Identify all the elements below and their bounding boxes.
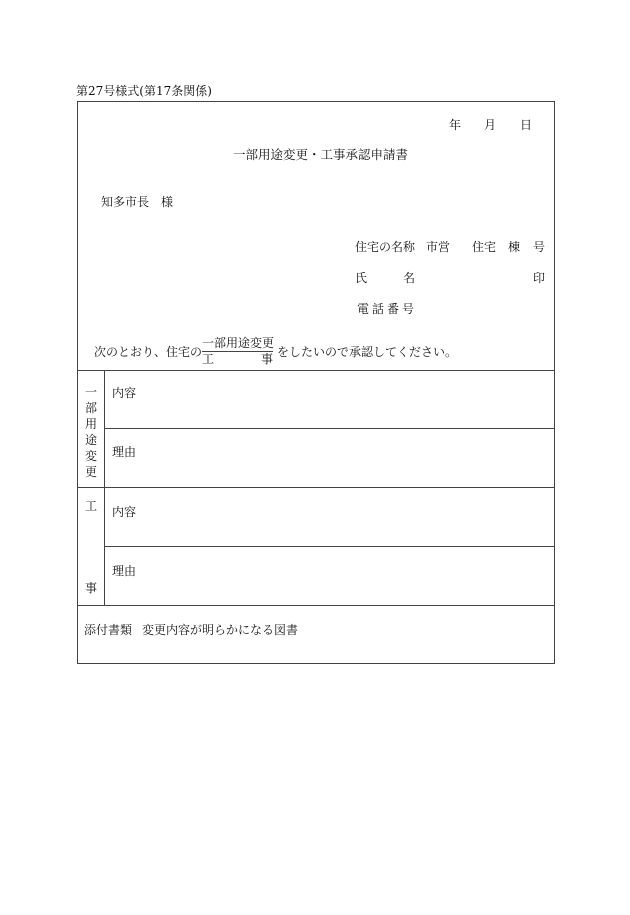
section-partial-change-reason-label: 理由 [112, 445, 137, 459]
divider-section-label-column [104, 370, 105, 605]
form-number-label: 第27号様式(第17条関係) [76, 84, 212, 98]
applicant-name-label-2: 名 [403, 271, 416, 285]
section-partial-change-char: 更 [85, 465, 98, 479]
request-option-partial-change: 一部用途変更 [202, 336, 275, 350]
section-partial-change-label [85, 386, 97, 478]
date-year-label: 年 [449, 118, 462, 132]
residence-house-label: 住宅 [472, 240, 497, 254]
application-form-frame [77, 101, 555, 664]
date-month-label: 月 [484, 118, 497, 132]
applicant-name-label-1: 氏 [355, 271, 368, 285]
section-partial-change-content-label: 内容 [112, 386, 137, 400]
seal-mark: 印 [533, 271, 546, 285]
section-partial-change-char: 用 [85, 417, 98, 431]
divider-attachments-top [77, 605, 555, 606]
form-title: 一部用途変更・工事承認申請書 [233, 147, 409, 162]
request-suffix: をしたいので承認してください。 [277, 345, 458, 359]
request-option-construction-2: 事 [261, 352, 274, 366]
section-partial-change-char: 部 [85, 401, 98, 415]
request-prefix: 次のとおり、住宅の [94, 345, 203, 359]
divider-header-bottom [77, 370, 555, 371]
section-construction-char-2: 事 [85, 581, 98, 595]
attachments-value: 変更内容が明らかになる図書 [142, 623, 299, 637]
section-construction-reason-label: 理由 [112, 564, 137, 578]
divider-section1-inner [104, 428, 555, 429]
request-option-construction-1: 工 [202, 352, 215, 366]
residence-number-label: 号 [533, 240, 546, 254]
section-partial-change-char: 変 [85, 449, 98, 463]
addressee: 知多市長 様 [101, 195, 174, 209]
section-construction-char-1: 工 [85, 499, 98, 513]
residence-building-label: 棟 [508, 240, 521, 254]
residence-name-label: 住宅の名称 [355, 240, 416, 254]
section-partial-change-char: 途 [85, 433, 98, 447]
phone-number-label: 電話番号 [357, 302, 418, 316]
date-day-label: 日 [520, 118, 533, 132]
section-partial-change-char: 一 [85, 385, 98, 399]
residence-city-label: 市営 [426, 240, 451, 254]
attachments-label: 添付書類 [84, 623, 133, 637]
section-construction-content-label: 内容 [112, 505, 137, 519]
divider-section-between [77, 487, 555, 488]
divider-section2-inner [104, 546, 555, 547]
